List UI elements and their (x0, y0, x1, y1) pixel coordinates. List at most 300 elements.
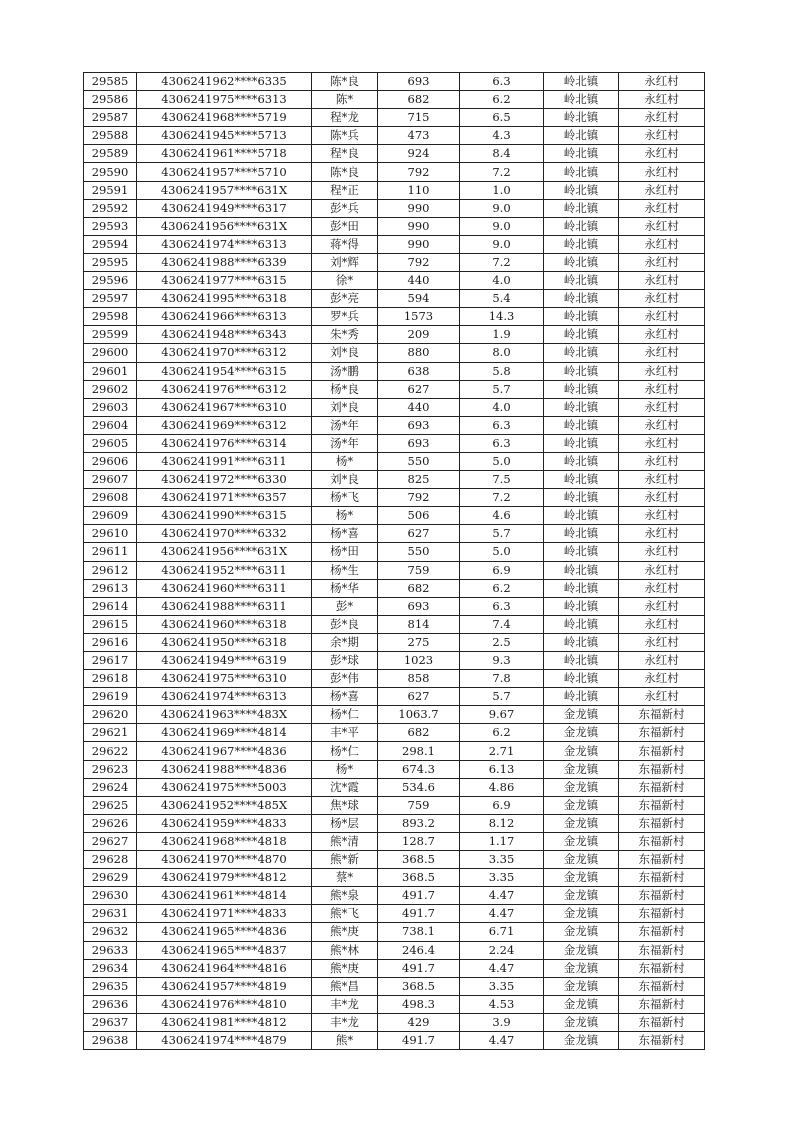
id-number-cell: 4306241970****4870 (137, 851, 312, 869)
id-number-cell: 4306241988****6311 (137, 597, 312, 615)
amount-cell: 9.0 (460, 199, 544, 217)
amount-cell: 5.4 (460, 290, 544, 308)
name-cell: 彭*球 (312, 652, 378, 670)
area-cell: 209 (378, 326, 460, 344)
amount-cell: 1.9 (460, 326, 544, 344)
area-cell: 759 (378, 561, 460, 579)
village-cell: 永红村 (619, 326, 705, 344)
town-cell: 金龙镇 (544, 760, 619, 778)
area-cell: 792 (378, 163, 460, 181)
table-row (84, 995, 705, 1013)
amount-cell: 4.0 (460, 398, 544, 416)
id-number-cell: 4306241981****4812 (137, 1013, 312, 1031)
amount-cell: 6.9 (460, 561, 544, 579)
village-cell: 东福新村 (619, 760, 705, 778)
id-number-cell: 4306241995****6318 (137, 290, 312, 308)
town-cell: 金龙镇 (544, 995, 619, 1013)
table-row (84, 851, 705, 869)
amount-cell: 2.24 (460, 941, 544, 959)
name-cell: 丰*平 (312, 724, 378, 742)
amount-cell: 6.13 (460, 760, 544, 778)
town-cell: 岭北镇 (544, 326, 619, 344)
amount-cell: 6.3 (460, 597, 544, 615)
area-cell: 1023 (378, 652, 460, 670)
id-number-cell: 4306241974****6313 (137, 688, 312, 706)
amount-cell: 1.17 (460, 832, 544, 850)
id-number-cell: 4306241967****6310 (137, 398, 312, 416)
id-number-cell: 4306241975****6313 (137, 91, 312, 109)
table-row (84, 615, 705, 633)
area-cell: 990 (378, 235, 460, 253)
table-row (84, 1013, 705, 1031)
row-number-cell: 29607 (84, 471, 137, 489)
row-number-cell: 29619 (84, 688, 137, 706)
name-cell: 丰*龙 (312, 1013, 378, 1031)
id-number-cell: 4306241970****6332 (137, 525, 312, 543)
area-cell: 491.7 (378, 905, 460, 923)
name-cell: 杨* (312, 452, 378, 470)
village-cell: 永红村 (619, 416, 705, 434)
area-cell: 693 (378, 73, 460, 91)
id-number-cell: 4306241988****4836 (137, 760, 312, 778)
area-cell: 1063.7 (378, 706, 460, 724)
name-cell: 沈*霞 (312, 778, 378, 796)
table-row (84, 398, 705, 416)
village-cell: 永红村 (619, 525, 705, 543)
town-cell: 金龙镇 (544, 796, 619, 814)
village-cell: 永红村 (619, 235, 705, 253)
table-row (84, 742, 705, 760)
area-cell: 682 (378, 724, 460, 742)
id-number-cell: 4306241948****6343 (137, 326, 312, 344)
area-cell: 792 (378, 489, 460, 507)
amount-cell: 5.0 (460, 543, 544, 561)
area-cell: 738.1 (378, 923, 460, 941)
id-number-cell: 4306241949****6319 (137, 652, 312, 670)
id-number-cell: 4306241965****4837 (137, 941, 312, 959)
row-number-cell: 29601 (84, 362, 137, 380)
table-row (84, 416, 705, 434)
id-number-cell: 4306241954****6315 (137, 362, 312, 380)
town-cell: 金龙镇 (544, 887, 619, 905)
village-cell: 永红村 (619, 489, 705, 507)
amount-cell: 7.2 (460, 253, 544, 271)
area-cell: 506 (378, 507, 460, 525)
table-row (84, 91, 705, 109)
row-number-cell: 29594 (84, 235, 137, 253)
town-cell: 岭北镇 (544, 471, 619, 489)
row-number-cell: 29597 (84, 290, 137, 308)
row-number-cell: 29591 (84, 181, 137, 199)
row-number-cell: 29638 (84, 1031, 137, 1049)
town-cell: 金龙镇 (544, 923, 619, 941)
table-row (84, 959, 705, 977)
name-cell: 陈*良 (312, 163, 378, 181)
amount-cell: 8.0 (460, 344, 544, 362)
village-cell: 永红村 (619, 181, 705, 199)
id-number-cell: 4306241969****4814 (137, 724, 312, 742)
row-number-cell: 29604 (84, 416, 137, 434)
id-number-cell: 4306241974****6313 (137, 235, 312, 253)
row-number-cell: 29595 (84, 253, 137, 271)
row-number-cell: 29612 (84, 561, 137, 579)
village-cell: 永红村 (619, 199, 705, 217)
name-cell: 熊*新 (312, 851, 378, 869)
id-number-cell: 4306241990****6315 (137, 507, 312, 525)
amount-cell: 6.2 (460, 91, 544, 109)
name-cell: 杨*喜 (312, 688, 378, 706)
area-cell: 693 (378, 416, 460, 434)
name-cell: 刘*良 (312, 471, 378, 489)
town-cell: 金龙镇 (544, 851, 619, 869)
area-cell: 368.5 (378, 869, 460, 887)
amount-cell: 9.3 (460, 652, 544, 670)
town-cell: 金龙镇 (544, 959, 619, 977)
id-number-cell: 4306241968****5719 (137, 109, 312, 127)
amount-cell: 3.35 (460, 977, 544, 995)
table-row (84, 597, 705, 615)
area-cell: 759 (378, 796, 460, 814)
village-cell: 永红村 (619, 91, 705, 109)
name-cell: 杨*喜 (312, 525, 378, 543)
name-cell: 彭*亮 (312, 290, 378, 308)
town-cell: 岭北镇 (544, 91, 619, 109)
name-cell: 陈*良 (312, 73, 378, 91)
village-cell: 东福新村 (619, 923, 705, 941)
name-cell: 杨* (312, 760, 378, 778)
name-cell: 彭*良 (312, 615, 378, 633)
area-cell: 858 (378, 670, 460, 688)
area-cell: 792 (378, 253, 460, 271)
name-cell: 彭* (312, 597, 378, 615)
amount-cell: 5.8 (460, 362, 544, 380)
town-cell: 岭北镇 (544, 652, 619, 670)
table-row (84, 380, 705, 398)
row-number-cell: 29590 (84, 163, 137, 181)
table-row (84, 543, 705, 561)
id-number-cell: 4306241965****4836 (137, 923, 312, 941)
village-cell: 永红村 (619, 127, 705, 145)
village-cell: 永红村 (619, 543, 705, 561)
name-cell: 汤*年 (312, 416, 378, 434)
row-number-cell: 29603 (84, 398, 137, 416)
town-cell: 岭北镇 (544, 507, 619, 525)
row-number-cell: 29623 (84, 760, 137, 778)
amount-cell: 4.47 (460, 887, 544, 905)
row-number-cell: 29599 (84, 326, 137, 344)
village-cell: 东福新村 (619, 887, 705, 905)
id-number-cell: 4306241966****6313 (137, 308, 312, 326)
amount-cell: 3.9 (460, 1013, 544, 1031)
area-cell: 1573 (378, 308, 460, 326)
town-cell: 金龙镇 (544, 869, 619, 887)
row-number-cell: 29600 (84, 344, 137, 362)
area-cell: 825 (378, 471, 460, 489)
row-number-cell: 29606 (84, 452, 137, 470)
area-cell: 682 (378, 91, 460, 109)
town-cell: 岭北镇 (544, 398, 619, 416)
name-cell: 蒋*得 (312, 235, 378, 253)
name-cell: 杨*田 (312, 543, 378, 561)
amount-cell: 7.8 (460, 670, 544, 688)
area-cell: 627 (378, 525, 460, 543)
village-cell: 永红村 (619, 452, 705, 470)
id-number-cell: 4306241969****6312 (137, 416, 312, 434)
id-number-cell: 4306241949****6317 (137, 199, 312, 217)
row-number-cell: 29616 (84, 633, 137, 651)
id-number-cell: 4306241971****6357 (137, 489, 312, 507)
town-cell: 金龙镇 (544, 742, 619, 760)
row-number-cell: 29596 (84, 272, 137, 290)
amount-cell: 6.2 (460, 579, 544, 597)
table-row (84, 832, 705, 850)
village-cell: 永红村 (619, 253, 705, 271)
row-number-cell: 29627 (84, 832, 137, 850)
village-cell: 东福新村 (619, 851, 705, 869)
area-cell: 128.7 (378, 832, 460, 850)
amount-cell: 5.7 (460, 525, 544, 543)
id-number-cell: 4306241988****6339 (137, 253, 312, 271)
name-cell: 刘*良 (312, 344, 378, 362)
area-cell: 368.5 (378, 977, 460, 995)
name-cell: 彭*伟 (312, 670, 378, 688)
name-cell: 朱*秀 (312, 326, 378, 344)
row-number-cell: 29585 (84, 73, 137, 91)
row-number-cell: 29637 (84, 1013, 137, 1031)
town-cell: 岭北镇 (544, 525, 619, 543)
village-cell: 东福新村 (619, 796, 705, 814)
amount-cell: 4.53 (460, 995, 544, 1013)
table-row (84, 127, 705, 145)
town-cell: 岭北镇 (544, 308, 619, 326)
amount-cell: 3.35 (460, 869, 544, 887)
village-cell: 东福新村 (619, 706, 705, 724)
table-row (84, 905, 705, 923)
id-number-cell: 4306241967****4836 (137, 742, 312, 760)
id-number-cell: 4306241957****631X (137, 181, 312, 199)
village-cell: 永红村 (619, 670, 705, 688)
amount-cell: 7.5 (460, 471, 544, 489)
area-cell: 627 (378, 688, 460, 706)
amount-cell: 7.2 (460, 489, 544, 507)
village-cell: 东福新村 (619, 814, 705, 832)
row-number-cell: 29633 (84, 941, 137, 959)
name-cell: 陈*兵 (312, 127, 378, 145)
village-cell: 东福新村 (619, 724, 705, 742)
area-cell: 440 (378, 398, 460, 416)
name-cell: 汤*年 (312, 434, 378, 452)
village-cell: 永红村 (619, 561, 705, 579)
table-row (84, 561, 705, 579)
town-cell: 岭北镇 (544, 127, 619, 145)
village-cell: 东福新村 (619, 832, 705, 850)
row-number-cell: 29630 (84, 887, 137, 905)
table-row (84, 199, 705, 217)
town-cell: 岭北镇 (544, 615, 619, 633)
table-row (84, 362, 705, 380)
name-cell: 陈* (312, 91, 378, 109)
table-row (84, 814, 705, 832)
id-number-cell: 4306241956****631X (137, 543, 312, 561)
village-cell: 东福新村 (619, 977, 705, 995)
village-cell: 东福新村 (619, 941, 705, 959)
table-row (84, 452, 705, 470)
table-row (84, 109, 705, 127)
town-cell: 金龙镇 (544, 832, 619, 850)
amount-cell: 9.67 (460, 706, 544, 724)
id-number-cell: 4306241945****5713 (137, 127, 312, 145)
row-number-cell: 29625 (84, 796, 137, 814)
table-row (84, 73, 705, 91)
amount-cell: 4.86 (460, 778, 544, 796)
id-number-cell: 4306241968****4818 (137, 832, 312, 850)
area-cell: 594 (378, 290, 460, 308)
id-number-cell: 4306241974****4879 (137, 1031, 312, 1049)
amount-cell: 4.47 (460, 959, 544, 977)
row-number-cell: 29589 (84, 145, 137, 163)
id-number-cell: 4306241961****5718 (137, 145, 312, 163)
id-number-cell: 4306241977****6315 (137, 272, 312, 290)
village-cell: 永红村 (619, 434, 705, 452)
area-cell: 715 (378, 109, 460, 127)
area-cell: 990 (378, 217, 460, 235)
table-row (84, 706, 705, 724)
amount-cell: 7.2 (460, 163, 544, 181)
area-cell: 550 (378, 452, 460, 470)
area-cell: 550 (378, 543, 460, 561)
amount-cell: 8.4 (460, 145, 544, 163)
row-number-cell: 29624 (84, 778, 137, 796)
village-cell: 东福新村 (619, 778, 705, 796)
amount-cell: 4.47 (460, 1031, 544, 1049)
amount-cell: 6.71 (460, 923, 544, 941)
town-cell: 岭北镇 (544, 272, 619, 290)
village-cell: 东福新村 (619, 1013, 705, 1031)
row-number-cell: 29605 (84, 434, 137, 452)
town-cell: 岭北镇 (544, 145, 619, 163)
id-number-cell: 4306241952****6311 (137, 561, 312, 579)
table-body (84, 73, 705, 1050)
area-cell: 682 (378, 579, 460, 597)
row-number-cell: 29636 (84, 995, 137, 1013)
area-cell: 491.7 (378, 959, 460, 977)
amount-cell: 6.2 (460, 724, 544, 742)
name-cell: 杨*仁 (312, 706, 378, 724)
row-number-cell: 29626 (84, 814, 137, 832)
name-cell: 程*良 (312, 145, 378, 163)
town-cell: 金龙镇 (544, 1013, 619, 1031)
area-cell: 298.1 (378, 742, 460, 760)
row-number-cell: 29598 (84, 308, 137, 326)
town-cell: 金龙镇 (544, 977, 619, 995)
town-cell: 岭北镇 (544, 217, 619, 235)
amount-cell: 2.5 (460, 633, 544, 651)
id-number-cell: 4306241991****6311 (137, 452, 312, 470)
name-cell: 杨*层 (312, 814, 378, 832)
town-cell: 岭北镇 (544, 362, 619, 380)
town-cell: 岭北镇 (544, 181, 619, 199)
village-cell: 永红村 (619, 145, 705, 163)
village-cell: 东福新村 (619, 959, 705, 977)
name-cell: 丰*龙 (312, 995, 378, 1013)
table-row (84, 253, 705, 271)
town-cell: 岭北镇 (544, 579, 619, 597)
amount-cell: 6.3 (460, 73, 544, 91)
area-cell: 990 (378, 199, 460, 217)
amount-cell: 9.0 (460, 217, 544, 235)
town-cell: 金龙镇 (544, 1031, 619, 1049)
id-number-cell: 4306241952****485X (137, 796, 312, 814)
name-cell: 汤*鹏 (312, 362, 378, 380)
table-row (84, 272, 705, 290)
area-cell: 473 (378, 127, 460, 145)
amount-cell: 6.5 (460, 109, 544, 127)
area-cell: 880 (378, 344, 460, 362)
amount-cell: 6.3 (460, 416, 544, 434)
table-row (84, 290, 705, 308)
village-cell: 永红村 (619, 73, 705, 91)
table-row (84, 778, 705, 796)
village-cell: 永红村 (619, 597, 705, 615)
area-cell: 674.3 (378, 760, 460, 778)
name-cell: 熊*清 (312, 832, 378, 850)
amount-cell: 5.0 (460, 452, 544, 470)
name-cell: 熊*庚 (312, 959, 378, 977)
village-cell: 东福新村 (619, 742, 705, 760)
village-cell: 永红村 (619, 362, 705, 380)
amount-cell: 1.0 (460, 181, 544, 199)
table-row (84, 688, 705, 706)
row-number-cell: 29628 (84, 851, 137, 869)
name-cell: 杨*良 (312, 380, 378, 398)
amount-cell: 2.71 (460, 742, 544, 760)
id-number-cell: 4306241962****6335 (137, 73, 312, 91)
name-cell: 杨*飞 (312, 489, 378, 507)
row-number-cell: 29635 (84, 977, 137, 995)
row-number-cell: 29593 (84, 217, 137, 235)
name-cell: 杨* (312, 507, 378, 525)
id-number-cell: 4306241975****5003 (137, 778, 312, 796)
amount-cell: 8.12 (460, 814, 544, 832)
row-number-cell: 29586 (84, 91, 137, 109)
village-cell: 永红村 (619, 163, 705, 181)
table-row (84, 145, 705, 163)
table-row (84, 760, 705, 778)
village-cell: 永红村 (619, 471, 705, 489)
area-cell: 693 (378, 434, 460, 452)
table-row (84, 670, 705, 688)
village-cell: 东福新村 (619, 1031, 705, 1049)
town-cell: 金龙镇 (544, 724, 619, 742)
name-cell: 彭*兵 (312, 199, 378, 217)
id-number-cell: 4306241959****4833 (137, 814, 312, 832)
name-cell: 杨*仁 (312, 742, 378, 760)
town-cell: 岭北镇 (544, 73, 619, 91)
area-cell: 627 (378, 380, 460, 398)
town-cell: 岭北镇 (544, 434, 619, 452)
table-row (84, 507, 705, 525)
table-row (84, 489, 705, 507)
name-cell: 熊*昌 (312, 977, 378, 995)
town-cell: 岭北镇 (544, 344, 619, 362)
row-number-cell: 29614 (84, 597, 137, 615)
table-row (84, 633, 705, 651)
row-number-cell: 29620 (84, 706, 137, 724)
table-row (84, 181, 705, 199)
row-number-cell: 29629 (84, 869, 137, 887)
village-cell: 永红村 (619, 217, 705, 235)
area-cell: 814 (378, 615, 460, 633)
